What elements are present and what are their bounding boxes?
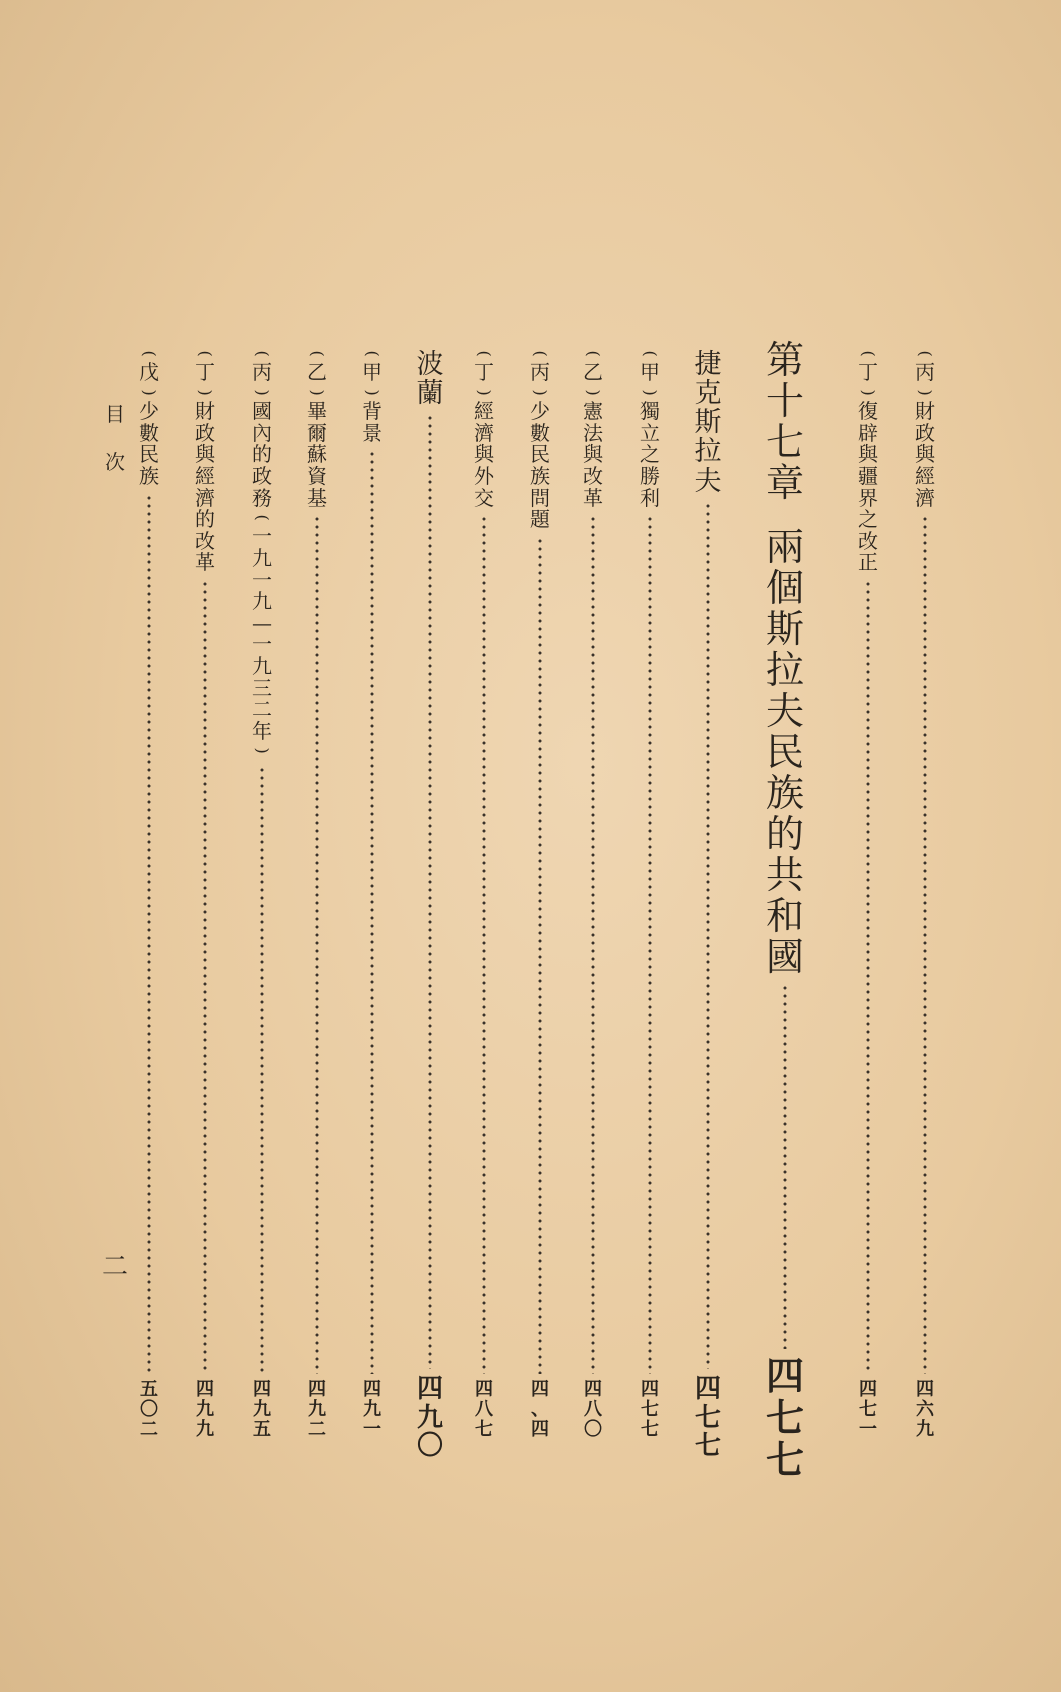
entry-page-number: 四 七 一	[859, 1379, 877, 1440]
entry-title: ( 丁 ) 經 濟 與 外 交	[474, 350, 494, 510]
entry-page-number: 四 七 七	[765, 1353, 804, 1482]
entry-page-number: 四 九 〇	[416, 1374, 443, 1462]
entry-title: 第 十 七 章 兩 個 斯 拉 夫 民 族 的 共 和 國	[765, 338, 804, 980]
dot-leader	[923, 515, 927, 1374]
toc-entry	[520, 0, 560, 1692]
entry-page-number: 四 七 七	[694, 1374, 721, 1462]
entry-page-number: 四 九 九	[196, 1379, 214, 1440]
dot-leader	[866, 580, 870, 1374]
dot-leader	[203, 580, 207, 1374]
toc-entry	[905, 0, 945, 1692]
entry-page-number: 四 七 七	[641, 1379, 659, 1440]
toc-entry	[848, 0, 888, 1692]
dot-leader	[706, 502, 710, 1369]
dot-leader	[428, 414, 432, 1369]
entry-title: ( 甲 ) 背 景	[362, 350, 382, 445]
entry-page-number: 四 、 四	[531, 1379, 549, 1440]
entry-title: ( 丙 ) 財 政 與 經 濟	[915, 350, 935, 510]
entry-page-number: 四 六 九	[916, 1379, 934, 1440]
toc-entry	[410, 0, 450, 1692]
toc-entry	[464, 0, 504, 1692]
toc-entry	[573, 0, 613, 1692]
entry-title: ( 丙 ) 少 數 民 族 問 題	[530, 350, 550, 532]
entry-title: 捷 克 斯 拉 夫	[694, 349, 722, 497]
entry-page-number: 四 九 二	[308, 1379, 326, 1440]
dot-leader	[260, 766, 264, 1374]
dot-leader	[147, 494, 151, 1374]
dot-leader	[315, 515, 319, 1374]
toc-entry	[185, 0, 225, 1692]
entry-title: ( 甲 ) 獨 立 之 勝 利	[640, 350, 660, 510]
toc-entry	[242, 0, 282, 1692]
footer-label: 目 次	[105, 402, 125, 474]
footer-page-number	[90, 1248, 140, 1286]
dot-leader	[648, 515, 652, 1374]
toc-entry	[765, 0, 805, 1692]
entry-page-number: 四 八 七	[475, 1379, 493, 1440]
entry-page-number: 五 〇 二	[140, 1379, 158, 1440]
dot-leader	[783, 984, 787, 1349]
entry-title: ( 丁 ) 復 辟 與 疆 界 之 改 正	[858, 350, 878, 575]
entry-page-number: 四 八 〇	[584, 1379, 602, 1440]
entry-title: ( 丙 ) 國 內 的 政 務 ( 一 九 一 九 — 一 九 三 二 年 )	[252, 350, 272, 755]
entry-title: 波 蘭	[416, 349, 444, 410]
entry-title: ( 乙 ) 憲 法 與 改 革	[583, 350, 603, 510]
dot-leader	[538, 537, 542, 1374]
entry-title: ( 丁 ) 財 政 與 經 濟 的 改 革	[195, 350, 215, 575]
dot-leader	[370, 450, 374, 1374]
entry-title: ( 乙 ) 畢 爾 蘇 資 基	[307, 350, 327, 510]
running-footer	[90, 390, 140, 1692]
entry-page-number: 四 九 一	[363, 1379, 381, 1440]
entry-title: ( 戊 ) 少 數 民 族	[139, 350, 159, 488]
toc-entry	[352, 0, 392, 1692]
toc-entry	[297, 0, 337, 1692]
footer-page-number-text: 二	[101, 1252, 128, 1282]
toc-entry	[688, 0, 728, 1692]
entry-page-number: 四 九 五	[253, 1379, 271, 1440]
toc-entry	[630, 0, 670, 1692]
dot-leader	[591, 515, 595, 1374]
dot-leader	[482, 515, 486, 1374]
